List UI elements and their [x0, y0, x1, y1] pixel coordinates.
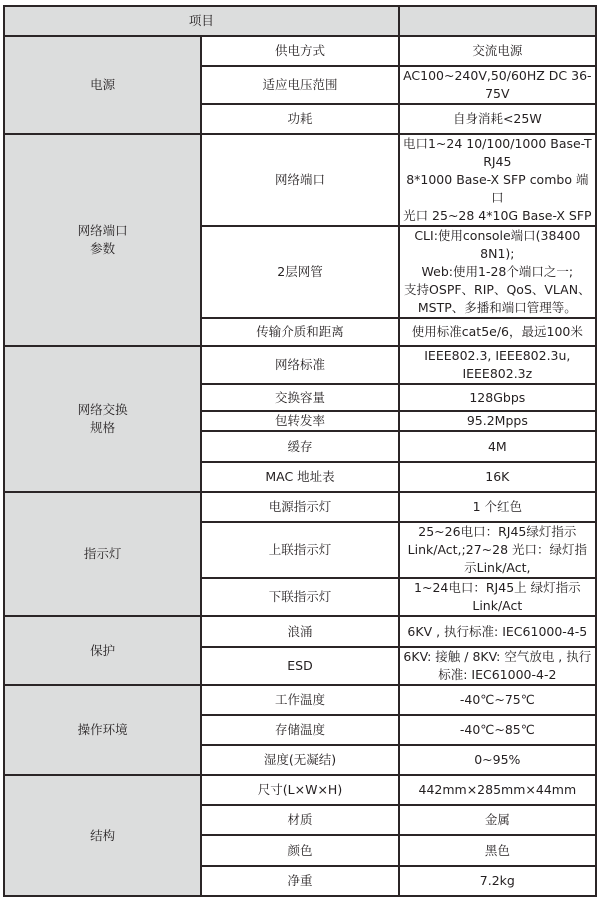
category-cell [4, 775, 201, 896]
item-value [399, 492, 596, 522]
value-line: CLI:使用console端口(38400 8N1); [414, 228, 581, 261]
header-row [4, 6, 596, 36]
category-label: 网络端口 [77, 223, 128, 238]
item-label: 功耗 [201, 104, 398, 134]
item-label: 缓存 [201, 431, 398, 462]
item-value [399, 685, 596, 715]
item-value [399, 66, 596, 104]
item-label: 颜色 [201, 835, 398, 866]
category-label: 保护 [90, 642, 116, 658]
item-value [399, 226, 596, 318]
item-label: 净重 [201, 866, 398, 896]
category-cell [4, 616, 201, 685]
item-label: MAC 地址表 [201, 462, 398, 492]
item-label: 工作温度 [201, 685, 398, 715]
item-label: 上联指示灯 [201, 522, 398, 578]
value-line: 自身消耗<25W [452, 111, 542, 126]
header-item-label: 项目 [4, 6, 399, 36]
table-row [4, 616, 596, 647]
value-line: 光口 25~28 4*10G Base-X SFP [403, 208, 592, 223]
item-label: 电源指示灯 [201, 492, 398, 522]
item-label: 交换容量 [201, 384, 398, 411]
value-line: 1~24电口：RJ45上 绿灯指示Link/Act [414, 580, 581, 613]
category-label: 指示灯 [83, 546, 122, 561]
category-label: 规格 [90, 420, 116, 435]
value-line: 95.2Mpps [466, 413, 528, 428]
category-cell [4, 492, 201, 616]
value-line: 0~95% [474, 752, 521, 767]
value-line: 25~26电口：RJ45绿灯指示Link/Act,;27~28 光口：绿灯指示Link/Act, [407, 524, 587, 575]
value-line: 442mm×285mm×44mm [418, 782, 577, 797]
category-label: 结构 [90, 827, 116, 843]
item-label: 湿度(无凝结) [201, 745, 398, 775]
item-value [399, 805, 596, 835]
value-line: 6KV: 接触 / 8KV: 空气放电 , 执行标准: IEC61000-4-2 [403, 649, 592, 682]
item-value [399, 318, 596, 346]
item-value [399, 431, 596, 462]
item-value [399, 647, 596, 685]
table-row [4, 134, 596, 226]
item-label: 2层网管 [201, 226, 398, 318]
value-line: -40℃~85℃ [459, 722, 535, 737]
item-label: 材质 [201, 805, 398, 835]
category-label: 网络交换 [77, 402, 128, 417]
item-label: 网络端口 [201, 134, 398, 226]
category-label: 参数 [90, 241, 116, 256]
table-row [4, 685, 596, 715]
table-row [4, 492, 596, 522]
value-line: 128Gbps [469, 389, 526, 405]
item-label: 传输介质和距离 [201, 318, 398, 346]
header-value-label [399, 6, 596, 36]
value-line: 7.2kg [479, 873, 515, 888]
category-label: 操作环境 [77, 722, 128, 737]
value-line: 6KV , 执行标准: IEC61000-4-5 [407, 623, 588, 639]
item-value [399, 104, 596, 134]
value-line: 16K [485, 469, 510, 484]
value-line: 1 个红色 [472, 499, 523, 514]
item-value [399, 745, 596, 775]
spec-table [3, 5, 597, 897]
item-label: 尺寸(L×W×H) [201, 775, 398, 805]
value-line: 黑色 [484, 842, 510, 858]
category-cell [4, 685, 201, 775]
table-row [4, 36, 596, 66]
item-label: 适应电压范围 [201, 66, 398, 104]
item-label: 浪涌 [201, 616, 398, 647]
value-line: 4M [487, 438, 507, 454]
item-label: ESD [201, 647, 398, 685]
item-value [399, 411, 596, 431]
table-row [4, 346, 596, 384]
item-label: 存储温度 [201, 715, 398, 745]
value-line: 支持OSPF、RIP、QoS、VLAN、MSTP、多播和端口管理等。 [404, 282, 591, 315]
value-line: -40℃~75℃ [459, 692, 535, 707]
item-value [399, 715, 596, 745]
item-value [399, 36, 596, 66]
value-line: IEEE802.3, IEEE802.3u, IEEE802.3z [424, 348, 571, 381]
value-line: 交流电源 [472, 43, 523, 58]
table-row [4, 775, 596, 805]
item-value [399, 384, 596, 411]
category-cell [4, 346, 201, 492]
value-line: AC100~240V,50/60HZ DC 36-75V [403, 68, 592, 101]
value-line: 金属 [484, 812, 510, 827]
item-value [399, 578, 596, 616]
value-line: 使用标准cat5e/6，最远100米 [411, 324, 583, 339]
category-label: 电源 [90, 77, 116, 92]
item-value [399, 134, 596, 226]
value-line: 8*1000 Base-X SFP combo 端口 [406, 172, 589, 205]
value-line: Web:使用1-28个端口之一; [421, 264, 574, 279]
item-value [399, 775, 596, 805]
category-cell [4, 36, 201, 134]
item-label: 网络标准 [201, 346, 398, 384]
item-value [399, 522, 596, 578]
item-label: 供电方式 [201, 36, 398, 66]
value-line: 电口1~24 10/100/1000 Base-T RJ45 [402, 136, 592, 169]
item-value [399, 835, 596, 866]
category-cell [4, 134, 201, 346]
item-value [399, 616, 596, 647]
item-label: 下联指示灯 [201, 578, 398, 616]
item-value [399, 462, 596, 492]
item-value [399, 346, 596, 384]
item-label: 包转发率 [201, 411, 398, 431]
item-value [399, 866, 596, 896]
